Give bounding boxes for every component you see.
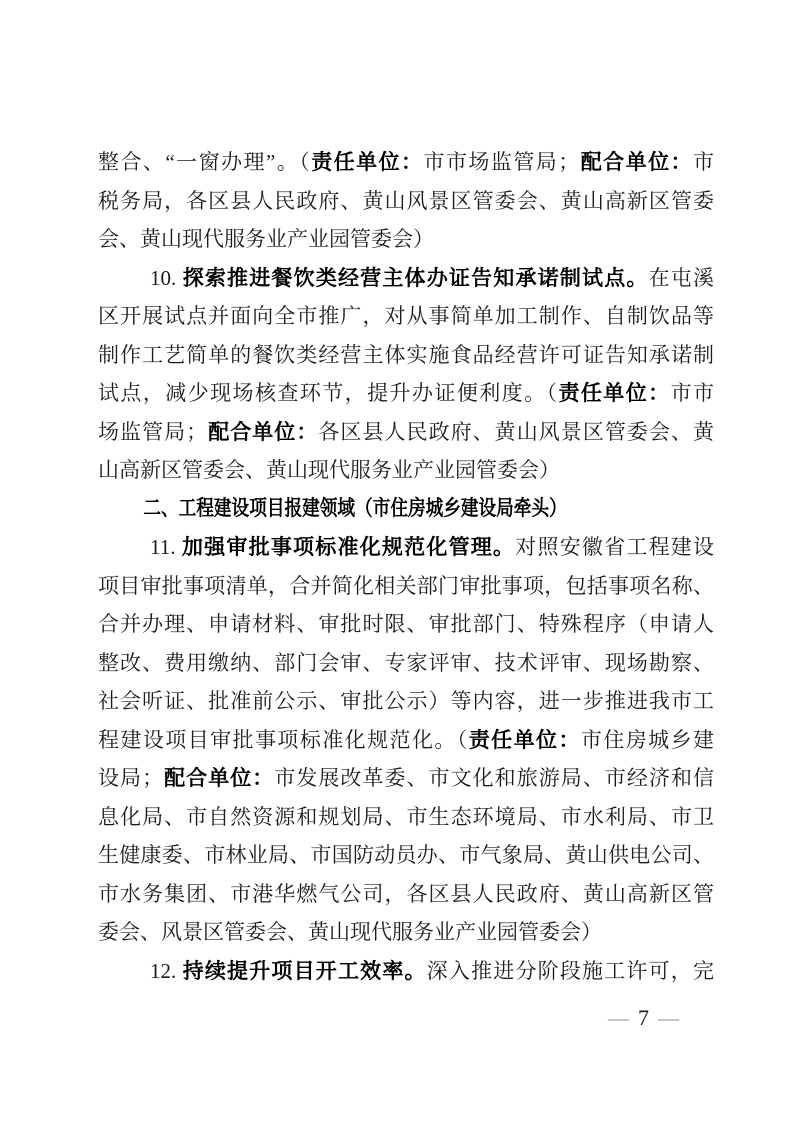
text-run: 整改、费用缴纳、部门会审、专家评审、技术评审、现场勘察、 xyxy=(98,650,714,675)
text-line xyxy=(98,413,714,452)
text-run: 在屯溪 xyxy=(648,265,714,290)
text-run: 设局； xyxy=(98,766,164,790)
text-run: 程建设项目审批事项标准化规范化。（ xyxy=(98,727,469,752)
bold-hei-run: 二、工程建设项目报建领域（市住房城乡建设局牵头） xyxy=(143,496,567,520)
text-line xyxy=(98,259,714,298)
page-number-dash-right: — xyxy=(658,1006,679,1030)
text-line xyxy=(98,875,714,914)
page-number-value: 7 xyxy=(638,1005,649,1030)
text-run: 市市 xyxy=(670,381,715,405)
text-run: 对照安徽省工程建设 xyxy=(515,535,715,559)
text-line xyxy=(98,605,714,644)
bold-hei-run: 责任单位： xyxy=(558,382,671,405)
text-run: 市 xyxy=(693,150,715,174)
text-line xyxy=(98,220,714,259)
text-run: 市水务集团、市港华燃气公司，各区县人民政府、黄山高新区管 xyxy=(98,881,714,906)
text-run: 社会听证、批准前公示、审批公示）等内容，进一步推进我市工 xyxy=(98,689,714,713)
text-run: 山高新区管委会、黄山现代服务业产业园管委会） xyxy=(98,458,560,482)
text-run: 息化局、市自然资源和规划局、市生态环境局、市水利局、市卫 xyxy=(98,804,714,829)
text-run: 会、黄山现代服务业产业园管委会） xyxy=(98,227,434,251)
text-line xyxy=(98,374,714,413)
text-run: 合并办理、申请材料、审批时限、审批部门、特殊程序（申请人 xyxy=(98,612,714,636)
bold-hei-run: 责任单位： xyxy=(311,151,424,174)
text-line xyxy=(98,836,714,875)
text-run: 委会、风景区管委会、黄山现代服务业产业园管委会） xyxy=(98,920,602,944)
text-run: 场监管局； xyxy=(98,419,208,444)
bold-kai-run: 探索推进餐饮类经营主体办证告知承诺制试点。 xyxy=(182,265,649,290)
text-line xyxy=(98,952,714,991)
text-line xyxy=(98,336,714,375)
text-run: 12. xyxy=(150,958,183,983)
text-line xyxy=(98,528,714,567)
text-line xyxy=(98,644,714,683)
text-run: 税务局，各区县人民政府、黄山风景区管委会、黄山高新区管委 xyxy=(98,188,714,213)
page-number-dash-left: — xyxy=(608,1006,629,1030)
text-run: 市发展改革委、市文化和旅游局、市经济和信 xyxy=(274,766,715,790)
text-line xyxy=(98,451,714,490)
text-line xyxy=(98,721,714,760)
section-heading xyxy=(98,490,615,529)
page-number xyxy=(608,1005,679,1031)
text-run: 制作工艺简单的餐饮类经营主体实施食品经营许可证告知承诺制 xyxy=(98,342,714,367)
text-line xyxy=(98,297,714,336)
text-run: 试点，减少现场核查环节，提升办证便利度。（ xyxy=(98,381,559,405)
text-line xyxy=(98,759,714,798)
text-run: 整合、“一窗办理”。（ xyxy=(98,150,312,174)
text-run: 11. xyxy=(150,535,182,559)
text-line xyxy=(98,567,714,606)
text-line xyxy=(98,182,714,221)
text-run: 市市场监管局； xyxy=(423,150,580,174)
text-line xyxy=(98,913,714,952)
text-run: 深入推进分阶段施工许可，完 xyxy=(426,958,714,983)
text-run: 各区县人民政府、黄山风景区管委会、黄 xyxy=(318,419,715,444)
text-run: 10. xyxy=(150,265,183,290)
text-line xyxy=(98,798,714,837)
text-line xyxy=(98,682,714,721)
text-run: 项目审批事项清单，合并简化相关部门审批事项，包括事项名称、 xyxy=(98,573,714,598)
bold-hei-run: 配合单位： xyxy=(207,420,319,444)
bold-hei-run: 配合单位： xyxy=(163,767,275,790)
text-line xyxy=(98,143,714,182)
text-run: 区开展试点并面向全市推广，对从事简单加工制作、自制饮品等 xyxy=(98,304,714,328)
bold-kai-run: 持续提升项目开工效率。 xyxy=(182,958,427,983)
document-body xyxy=(98,143,714,990)
text-run: 生健康委、市林业局、市国防动员办、市气象局、黄山供电公司、 xyxy=(98,843,714,867)
bold-hei-run: 责任单位： xyxy=(468,728,581,752)
bold-kai-run: 加强审批事项标准化规范化管理。 xyxy=(181,535,516,559)
text-run: 市住房城乡建 xyxy=(580,727,715,752)
bold-hei-run: 配合单位： xyxy=(579,151,694,174)
